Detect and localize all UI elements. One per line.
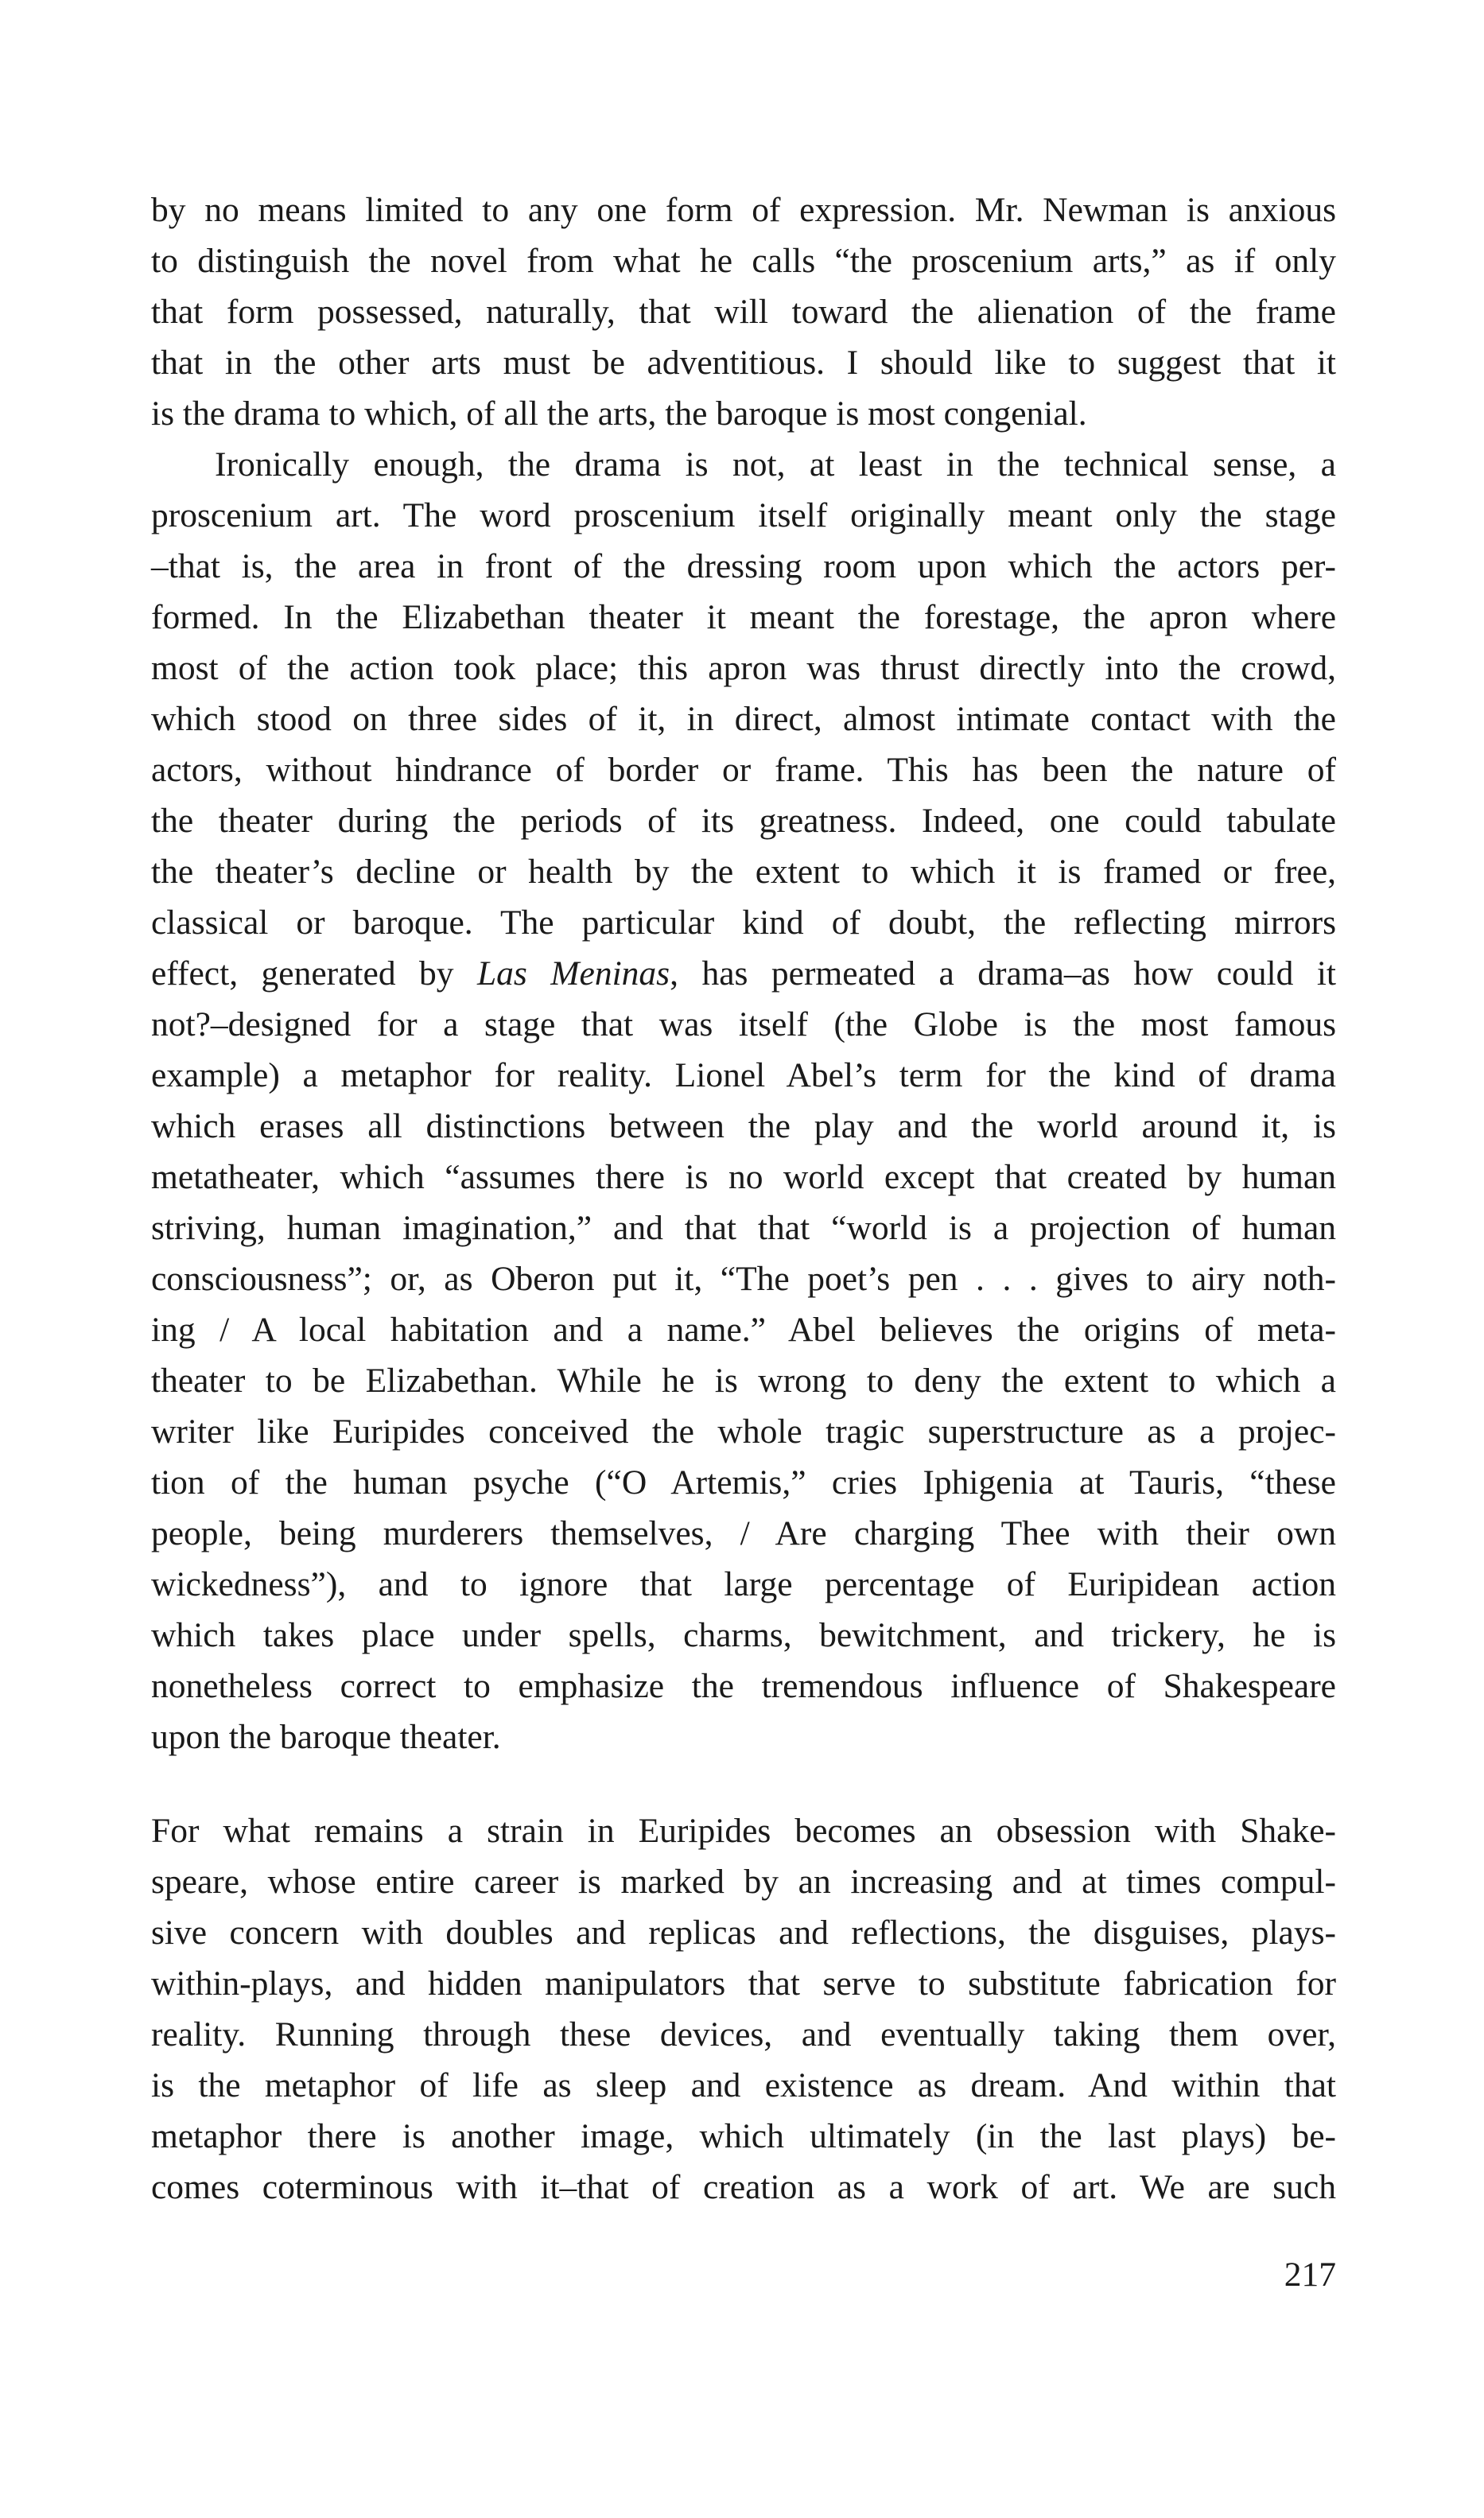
text-line: to distinguish the novel from what he calls “the proscenium arts,” as if only (151, 242, 1336, 280)
page-number: 217 (1284, 2256, 1336, 2294)
text-line: the theater during the periods of its greatness. Indeed, one could tabulate (151, 802, 1336, 840)
text-line: by no means limited to any one form of expression. Mr. Newman is anxious (151, 191, 1336, 229)
text-line: wickedness”), and to ignore that large percentage of Euripidean action (151, 1565, 1336, 1603)
text-line: comes coterminous with it–that of creation as a work of art. We are such (151, 2168, 1336, 2206)
text-line: actors, without hindrance of border or frame. This has been the nature of (151, 751, 1336, 789)
text-line: nonetheless correct to emphasize the tremendous influence of Shakespeare (151, 1667, 1336, 1705)
text-line: proscenium art. The word proscenium itself originally meant only the stage (151, 496, 1336, 534)
text-line: tion of the human psyche (“O Artemis,” cries Iphigenia at Tauris, “these (151, 1463, 1336, 1502)
text-line: which takes place under spells, charms, bewitchment, and trickery, he is (151, 1616, 1336, 1654)
text-line: which erases all distinctions between the play and the world around it, is (151, 1107, 1336, 1145)
text-line: metatheater, which “assumes there is no world except that created by human (151, 1158, 1336, 1196)
text-line: metaphor there is another image, which ultimately (in the last plays) be- (151, 2117, 1336, 2155)
text-line: –that is, the area in front of the dressing room upon which the actors per- (151, 547, 1336, 585)
text-line: the theater’s decline or health by the extent to which it is framed or free, (151, 853, 1336, 891)
text-line: For what remains a strain in Euripides becomes an obsession with Shake- (151, 1812, 1336, 1850)
text-line: Ironically enough, the drama is not, at least in the technical sense, a (215, 445, 1336, 484)
text-line: people, being murderers themselves, / Are charging Thee with their own (151, 1514, 1336, 1552)
text-line (151, 948, 1336, 999)
text-line: most of the action took place; this apron was thrust directly into the crowd, (151, 649, 1336, 687)
text-line: which stood on three sides of it, in direct, almost intimate contact with the (151, 700, 1336, 738)
text-line: sive concern with doubles and replicas and reflections, the disguises, plays- (151, 1914, 1336, 1952)
text-line: formed. In the Elizabethan theater it meant the forestage, the apron where (151, 598, 1336, 636)
text-line: speare, whose entire career is marked by an increasing and at times compul- (151, 1863, 1336, 1901)
text-run: effect, generated by Las Meninas, has permeated a drama–as how could it (151, 954, 1336, 993)
text-line: upon the baroque theater. (151, 1718, 501, 1756)
text-line: ing / A local habitation and a name.” Abel believes the origins of meta- (151, 1311, 1336, 1349)
text-line: is the metaphor of life as sleep and existence as dream. And within that (151, 2066, 1336, 2104)
text-line: that form possessed, naturally, that will toward the alienation of the frame (151, 293, 1336, 331)
text-line: example) a metaphor for reality. Lionel Abel’s term for the kind of drama (151, 1056, 1336, 1094)
italic-title: Las Meninas (476, 954, 670, 993)
text-line: writer like Euripides conceived the whole tragic superstructure as a projec- (151, 1412, 1336, 1451)
text-line: that in the other arts must be adventitious. I should like to suggest that it (151, 344, 1336, 382)
text-line: reality. Running through these devices, and eventually taking them over, (151, 2015, 1336, 2054)
text-line: within-plays, and hidden manipulators that serve to substitute fabrication for (151, 1964, 1336, 2003)
text-line: striving, human imagination,” and that that “world is a projection of human (151, 1209, 1336, 1247)
text-line: not?–designed for a stage that was itself (the Globe is the most famous (151, 1005, 1336, 1043)
text-line: consciousness”; or, as Oberon put it, “The poet’s pen . . . gives to airy noth- (151, 1260, 1336, 1298)
text-line: is the drama to which, of all the arts, the baroque is most congenial. (151, 394, 1087, 433)
text-line: theater to be Elizabethan. While he is wrong to deny the extent to which a (151, 1362, 1336, 1400)
text-line: classical or baroque. The particular kind of doubt, the reflecting mirrors (151, 903, 1336, 942)
